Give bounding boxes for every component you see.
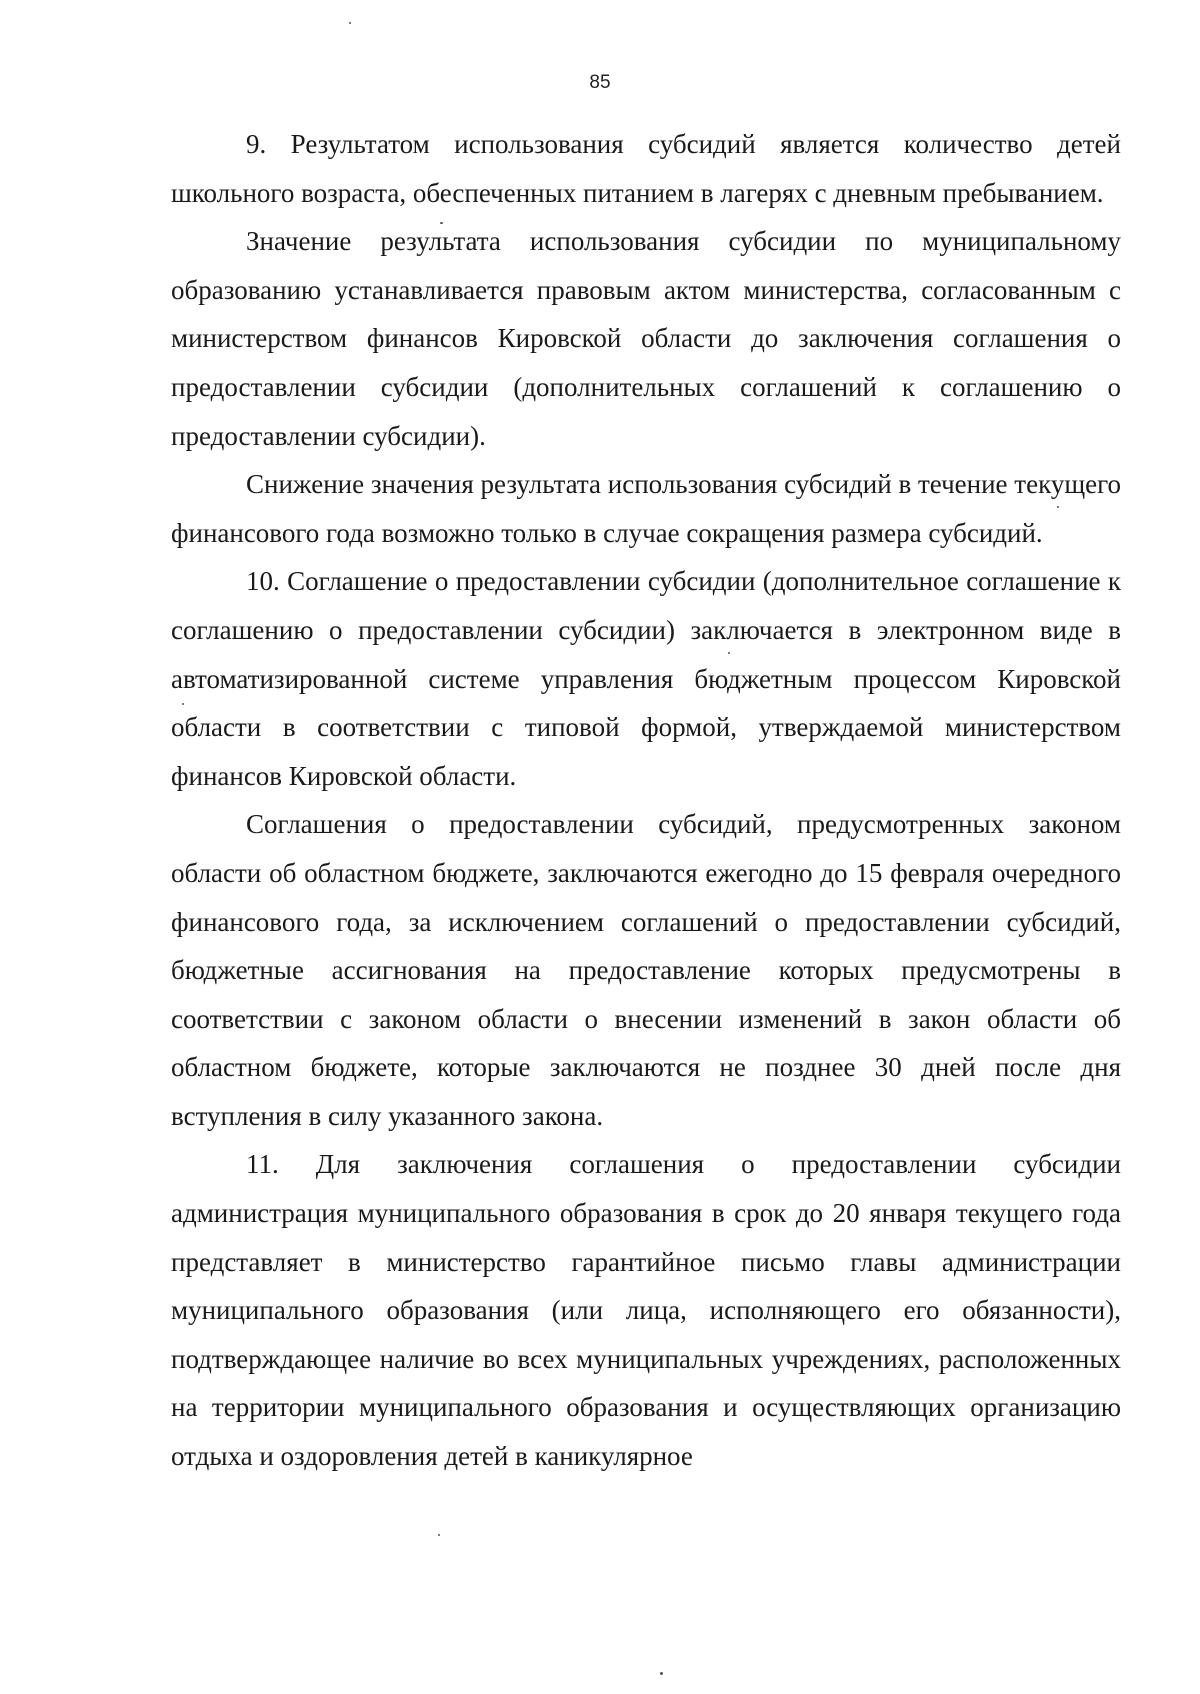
- scan-speck: [349, 22, 351, 24]
- paragraph-agreement-deadlines: Соглашения о предоставлении субсидий, предусмотренных законом области об областном бюджете, заключаются ежегодно до 15 февраля очередного финансового года, за исключением соглашений о предоставлении субсидий, бюджетные ассигнования на предоставление которых предусмотрены в соответствии с законом области о внесении изменений в закон области об областном бюджете, которые заключаются не позднее 30 дней после дня вступления в силу указанного закона.: [171, 809, 1121, 1131]
- paragraph-result-value: Значение результата использования субсидии по муниципальному образованию устанавливается правовым актом министерства, согласованным с министерством финансов Кировской области до заключения соглашения о предоставлении субсидии (дополнительных соглашений к соглашению о предоставлении субсидии).: [171, 226, 1121, 451]
- scan-speck: [1057, 506, 1059, 508]
- scan-speck: [440, 222, 443, 224]
- scan-speck: [728, 652, 730, 654]
- paragraph-guarantee-letter: 11. Для заключения соглашения о предоставлении субсидии администрация муниципального образования в срок до 20 января текущего года представляет в министерство гарантийное письмо главы администрации муниципального образования (или лица, исполняющего его обязанности), подтверждающее наличие во всех муниципальных учреждениях, расположенных на территории муниципального образования и осуществляющих организацию отдыха и оздоровления детей в каникулярное: [171, 1149, 1121, 1472]
- paragraph-agreement-electronic: 10. Соглашение о предоставлении субсидии (дополнительное соглашение к соглашению о предоставлении субсидии) заключается в электронном виде в автоматизированной системе управления бюджетным процессом Кировской области в соответствии с типовой формой, утверждаемой министерством финансов Кировской области.: [171, 566, 1121, 791]
- page-number: 85: [589, 72, 611, 93]
- document-body: [171, 120, 1121, 1481]
- scan-speck: [182, 703, 184, 705]
- scan-speck: [660, 1672, 663, 1675]
- paragraph-result-of-subsidy: 9. Результатом использования субсидий является количество детей школьного возраста, обеспеченных питанием в лагерях с дневным пребыванием.: [171, 129, 1121, 208]
- paragraph-result-reduction: Снижение значения результата использования субсидий в течение текущего финансового года возможно только в случае сокращения размера субсидий.: [171, 469, 1121, 548]
- scan-speck: [438, 1534, 440, 1536]
